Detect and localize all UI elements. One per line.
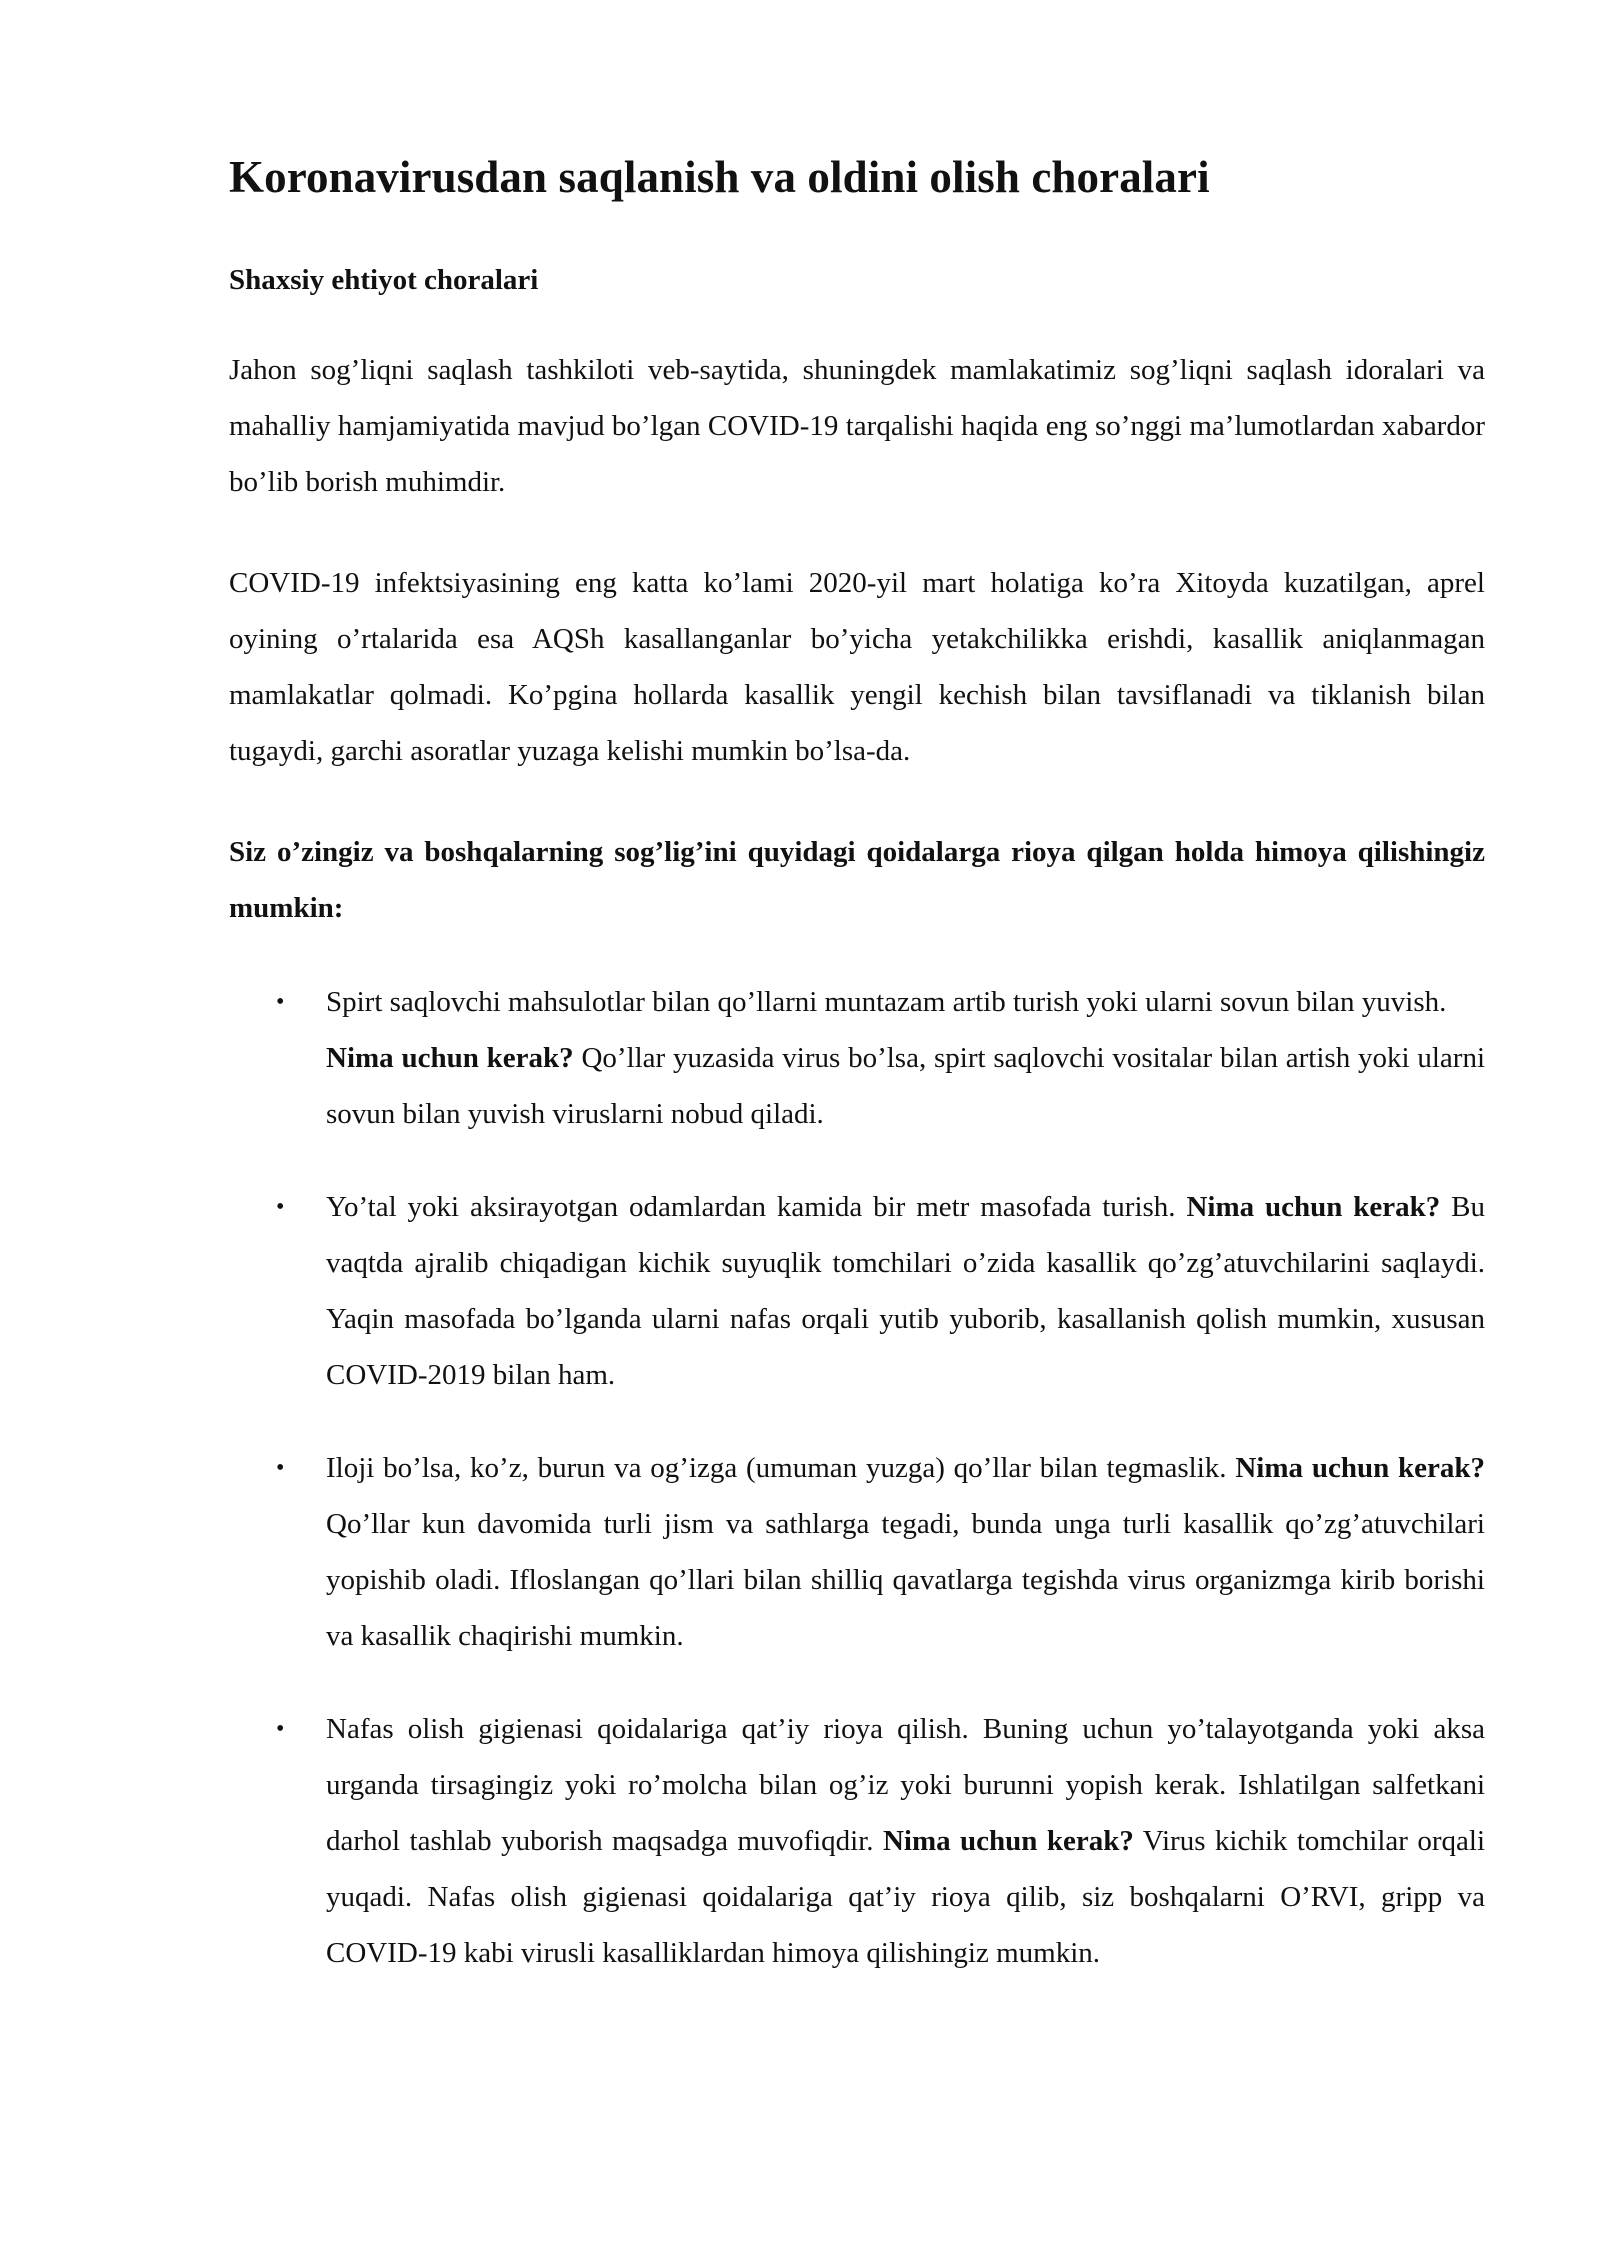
reason-text: Qo’llar yuzasida virus bo’lsa, spirt saqlovchi vositalar bilan artish yoki ularni sovun bilan yuvish viruslarni nobud qiladi. [326,1041,1486,1130]
reason-text: Qo’llar kun davomida turli jism va sathlarga tegadi, bunda unga turli kasallik qo’zg’atuvchilari yopishib oladi. Ifloslangan qo’llari bilan shilliq qavatlarga tegishda virus organizmga kirib borishi va kasallik chaqirishi mumkin. [326,1507,1485,1652]
list-item [229,1440,1485,1664]
why-label: Nima uchun kerak? [882,1824,1134,1857]
bullet-icon: • [276,1715,285,1742]
page-title: Koronavirusdan saqlanish va oldini olish choralari [229,152,1210,202]
rules-list [229,974,1485,1981]
bullet-icon: • [276,1454,285,1481]
document-page [229,150,1485,2018]
rule-text: Iloji bo’lsa, ko’z, burun va og’izga (umuman yuzga) qo’llar bilan tegmaslik. [326,1451,1227,1484]
rule-text: Yo’tal yoki aksirayotgan odamlardan kamida bir metr masofada turish. [326,1190,1176,1223]
reason-text: Virus kichik tomchilar orqali yuqadi. Nafas olish gigienasi qoidalariga qat’iy rioya qilib, siz boshqalarni O’RVI, gripp va COVID-19 kabi virusli kasalliklardan himoya qilishingiz mumkin. [326,1824,1486,1969]
rule-text: Spirt saqlovchi mahsulotlar bilan qo’llarni muntazam artib turish yoki ularni sovun bilan yuvish. [326,985,1447,1018]
why-label: Nima uchun kerak? [1235,1451,1486,1484]
why-label: Nima uchun kerak? [326,1041,574,1074]
rule-text: Nafas olish gigienasi qoidalariga qat’iy rioya qilish. Buning uchun yo’talayotganda yoki aksa urganda tirsagingiz yoki ro’molcha bilan og’iz yoki burunni yopish kerak. Ishlatilgan salfetkani darhol tashlab yuborish maqsadga muvofiqdir. [326,1712,1485,1857]
intro-bold-paragraph: Siz o’zingiz va boshqalarning sog’lig’ini quyidagi qoidalarga rioya qilgan holda himoya qilishingiz mumkin: [229,835,1485,924]
bullet-icon: • [276,988,285,1015]
section-subtitle: Shaxsiy ehtiyot choralari [229,264,539,296]
list-item [229,974,1485,1142]
paragraph-2: COVID-19 infektsiyasining eng katta ko’lami 2020-yil mart holatiga ko’ra Xitoyda kuzatilgan, aprel oyining o’rtalarida esa AQSh kasallanganlar bo’yicha yetakchilikka erishdi, kasallik aniqlanmagan mamlakatlar qolmadi. Ko’pgina hollarda kasallik yengil kechish bilan tavsiflanadi va tiklanish bilan tugaydi, garchi asoratlar yuzaga kelishi mumkin bo’lsa-da. [229,566,1485,767]
list-item [229,1701,1485,1981]
paragraph-1: Jahon sog’liqni saqlash tashkiloti veb-saytida, shuningdek mamlakatimiz sog’liqni saqlash idoralari va mahalliy hamjamiyatida mavjud bo’lgan COVID-19 tarqalishi haqida eng so’nggi ma’lumotlardan xabardor bo’lib borish muhimdir. [229,353,1485,498]
reason-text: Bu vaqtda ajralib chiqadigan kichik suyuqlik tomchilari o’zida kasallik qo’zg’atuvchilarini saqlaydi. Yaqin masofada bo’lganda ularni nafas orqali yutib yuborib, kasallanish qolish mumkin, xususan COVID-2019 bilan ham. [326,1190,1485,1391]
why-label: Nima uchun kerak? [1186,1190,1441,1223]
list-item [229,1179,1485,1403]
bullet-icon: • [276,1193,285,1220]
